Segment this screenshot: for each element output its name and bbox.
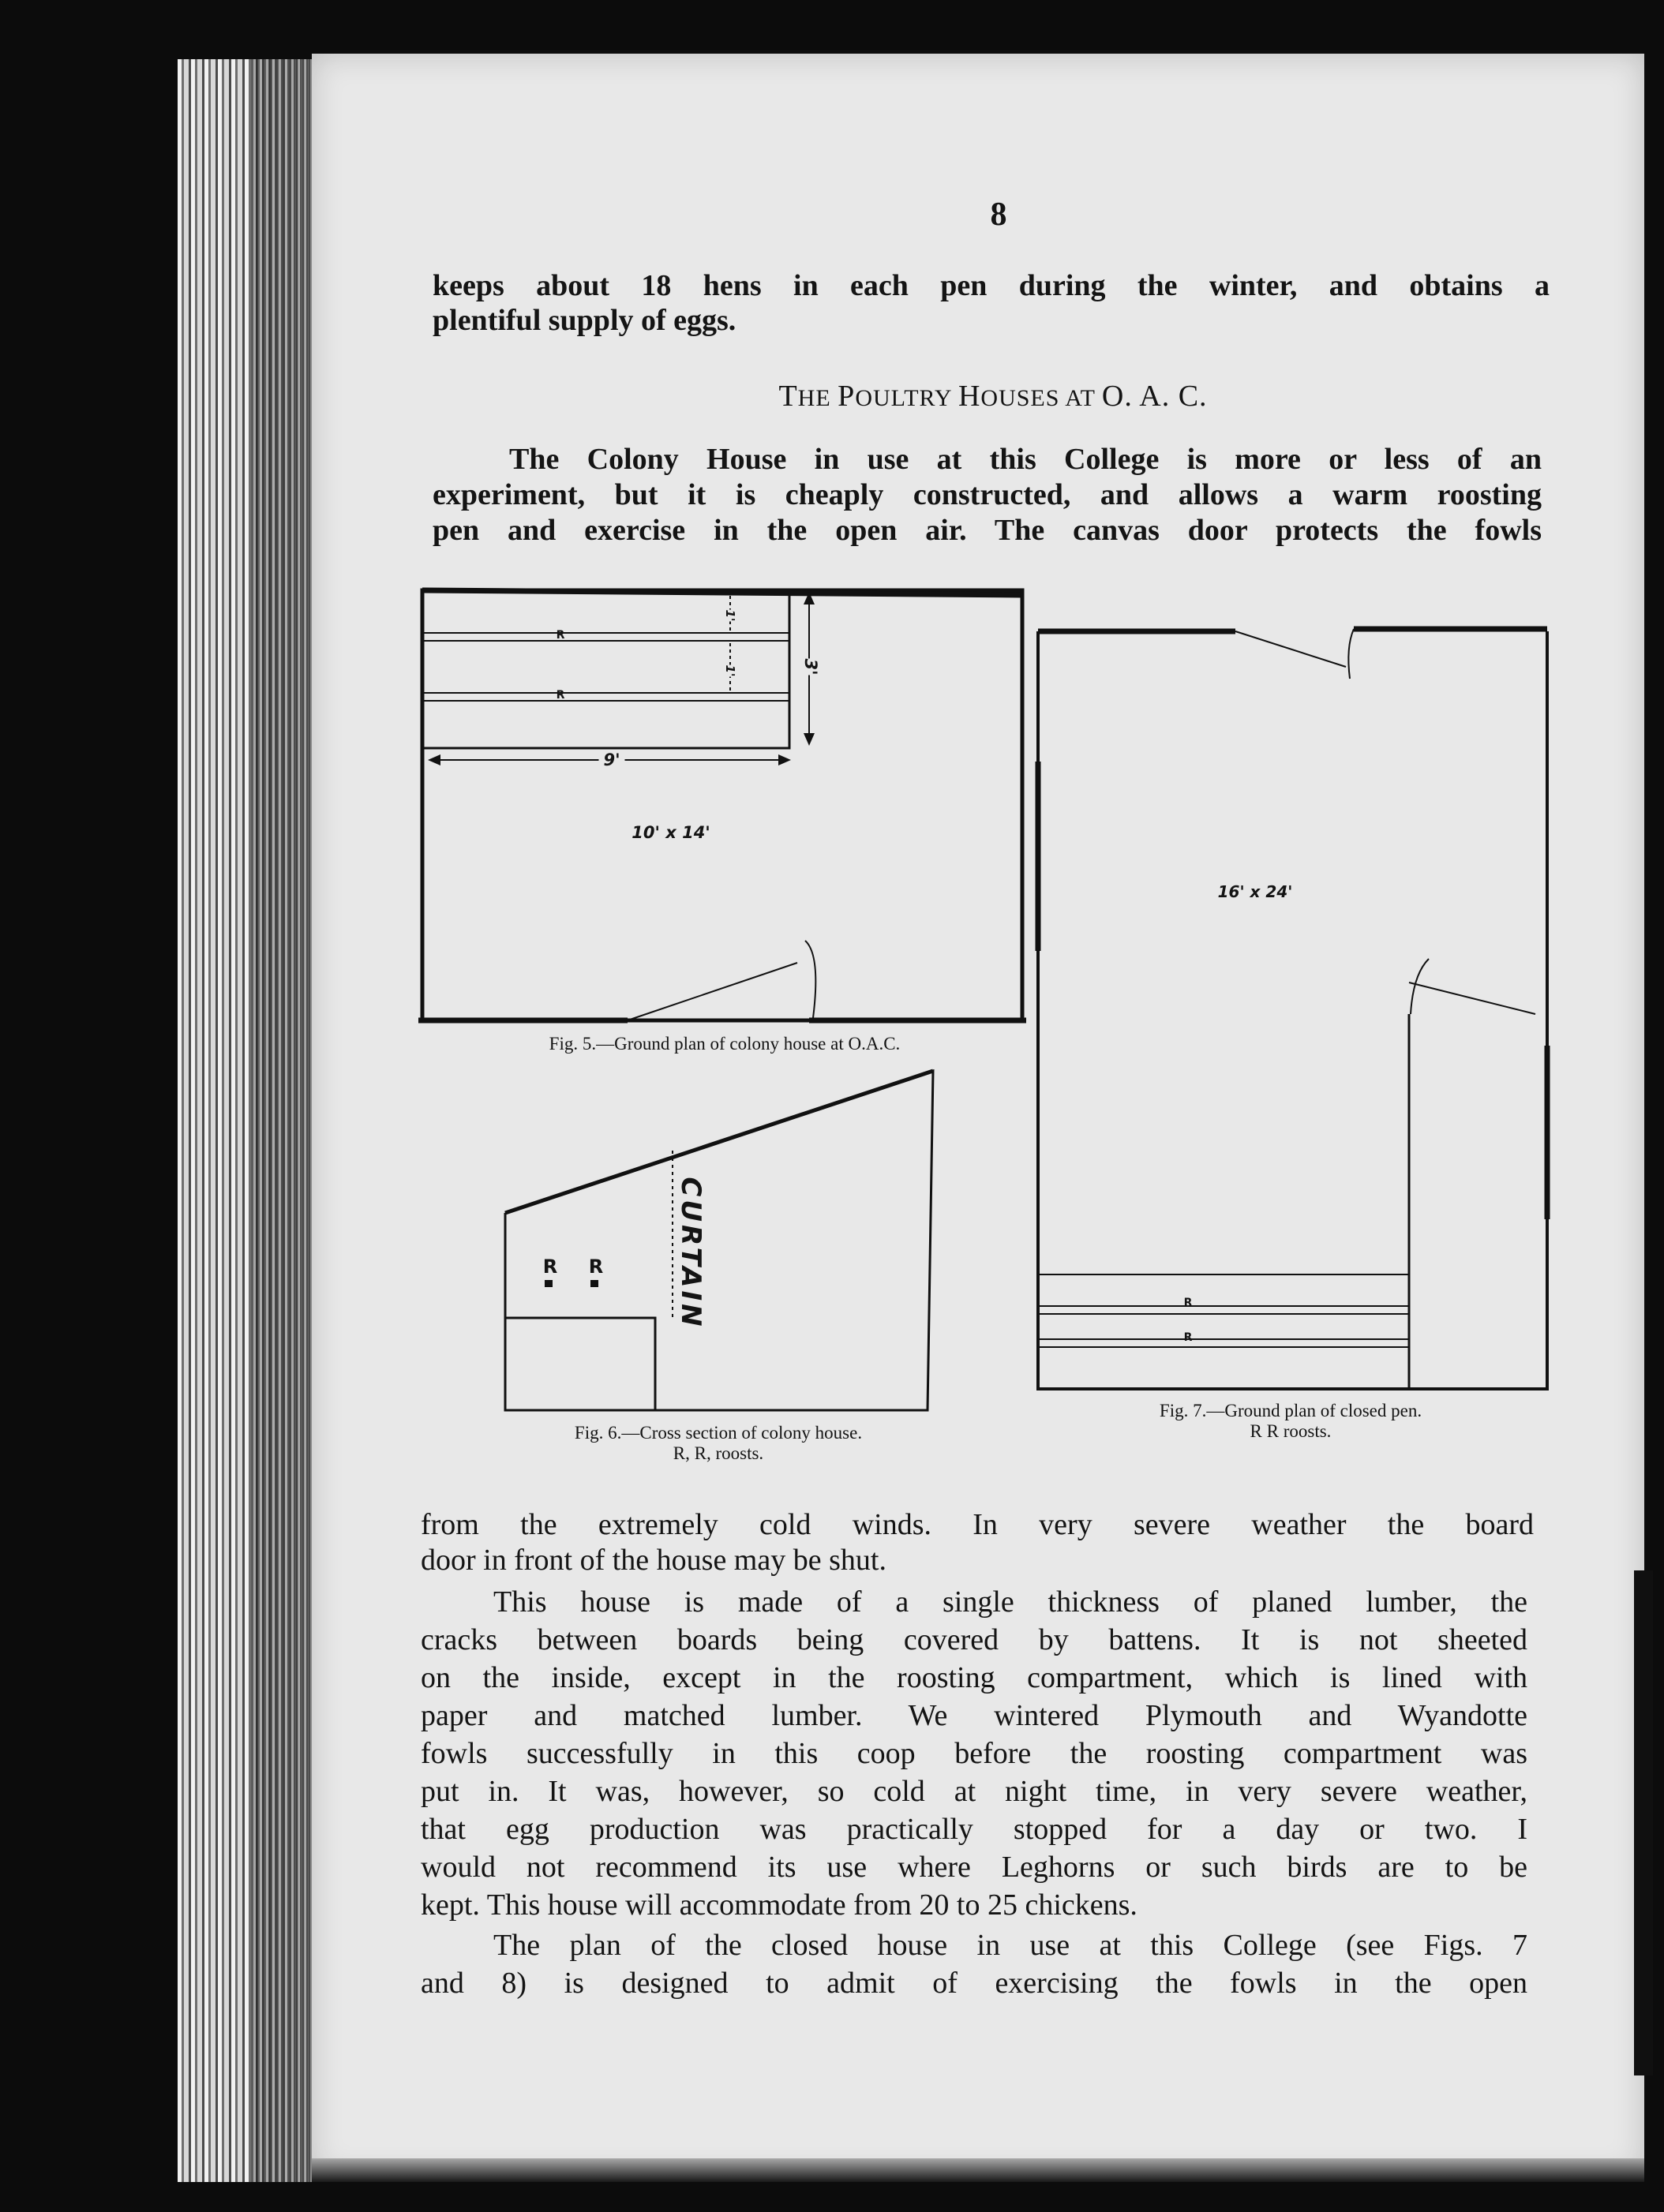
text-line: put in. It was, however, so cold at night time, in very severe weather,: [421, 1775, 1527, 1808]
heading-part: HE: [797, 385, 838, 411]
heading-part: T: [778, 380, 798, 413]
roost-label: R: [542, 1256, 558, 1278]
figure-7-ground-plan: [1030, 619, 1559, 1393]
page-number: 8: [990, 196, 1007, 233]
text-line: pen and exercise in the open air. The canvas door protects the fowls: [433, 514, 1542, 547]
section-heading: [701, 379, 1285, 414]
text-line: cracks between boards being covered by battens. It is not sheeted: [421, 1623, 1527, 1656]
text-line: and 8) is designed to admit of exercising the fowls in the open: [421, 1967, 1527, 2000]
text-line: kept. This house will accommodate from 20 to 25 chickens.: [421, 1888, 1137, 1922]
caption-line: R, R, roosts.: [673, 1443, 764, 1463]
depth-dimension: 3': [801, 658, 820, 676]
text-line: would not recommend its use where Leghorns or such birds are to be: [421, 1851, 1527, 1884]
caption-line: R R roosts.: [1250, 1421, 1332, 1441]
house-size-label: 10' x 14': [631, 823, 710, 842]
text-line: that egg production was practically stopped for a day or two. I: [421, 1813, 1527, 1846]
figure-6-cross-section: [497, 1065, 939, 1420]
figure-7-drawing: [1030, 619, 1559, 1393]
text-line: paper and matched lumber. We wintered Plymouth and Wyandotte: [421, 1699, 1527, 1732]
text-line: from the extremely cold winds. In very severe weather the board: [421, 1508, 1534, 1541]
text-line: This house is made of a single thickness of planed lumber, the: [493, 1585, 1527, 1619]
text-line: keeps about 18 hens in each pen during the winter, and obtains a: [433, 269, 1550, 302]
text-line: fowls successfully in this coop before the roosting compartment was: [421, 1737, 1527, 1770]
figure-5-drawing: [418, 584, 1026, 1034]
roost-label: R: [1183, 1331, 1193, 1344]
roost-label: R: [1183, 1297, 1193, 1309]
heading-part: OUSES AT: [980, 385, 1102, 411]
text-line: plentiful supply of eggs.: [433, 304, 736, 337]
caption-line: Fig. 6.—Cross section of colony house.: [574, 1423, 863, 1443]
text-line: on the inside, except in the roosting compartment, which is lined with: [421, 1661, 1527, 1694]
text-line: The plan of the closed house in use at this College (see Figs. 7: [493, 1929, 1527, 1962]
roost-spacing-dimension: 1': [723, 664, 737, 677]
figure-6-drawing: [497, 1065, 939, 1420]
text-line: The Colony House in use at this College is more or less of an: [509, 443, 1542, 476]
caption-line: Fig. 7.—Ground plan of closed pen.: [1159, 1401, 1422, 1420]
figure-6-caption: [513, 1423, 924, 1464]
heading-part: P: [838, 380, 856, 413]
text-line: door in front of the house may be shut.: [421, 1544, 886, 1577]
figure-7-caption: [1077, 1401, 1504, 1442]
figure-5-caption: Fig. 5.—Ground plan of colony house at O.A.C.: [549, 1034, 901, 1054]
house-size-label: 16' x 24': [1217, 882, 1293, 901]
width-dimension: 9': [598, 750, 624, 769]
heading-part: OULTRY: [855, 385, 958, 411]
page-bottom-shadow: [312, 2158, 1644, 2182]
text-line: experiment, but it is cheaply constructed, and allows a warm roosting: [433, 478, 1542, 511]
roost-spacing-dimension: 1': [723, 609, 737, 622]
figure-5-ground-plan: [418, 584, 1026, 1034]
right-binding-edge: [1634, 1570, 1653, 2075]
roost-label: R: [588, 1256, 604, 1278]
curtain-label: CURTAIN: [675, 1177, 706, 1330]
heading-part: O. A. C.: [1101, 380, 1208, 413]
heading-part: H: [958, 380, 981, 413]
roost-label: R: [556, 629, 565, 642]
roost-label: R: [556, 689, 565, 702]
